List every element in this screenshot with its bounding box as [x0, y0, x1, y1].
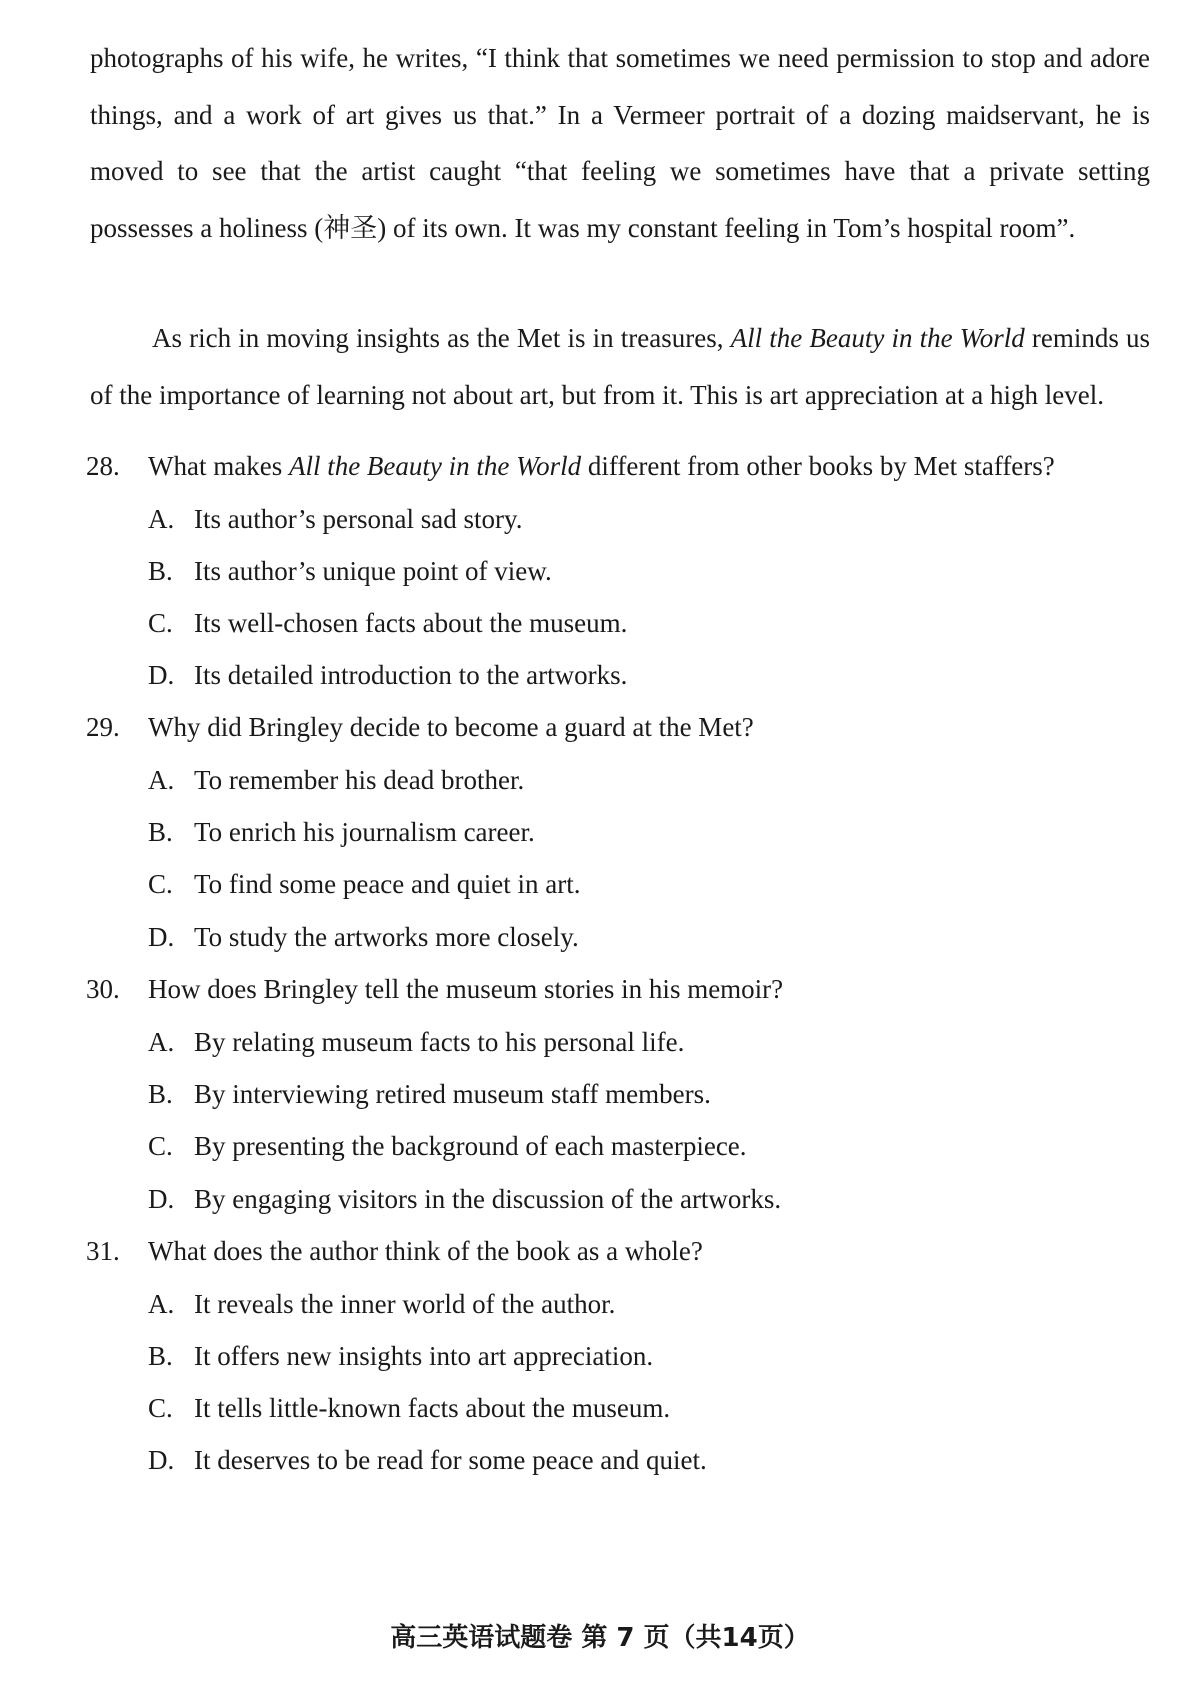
option-30-d	[148, 1179, 1148, 1219]
question-stem: How does Bringley tell the museum stories in his memoir?	[148, 974, 784, 1004]
passage-paragraph-2-text-b: reminds us of the importance of learning not about art, but from it. This is art appreciation at a high level.	[90, 323, 1151, 410]
option-text: By relating museum facts to his personal life.	[194, 1027, 685, 1057]
option-text: It reveals the inner world of the author.	[194, 1289, 616, 1319]
option-text: By engaging visitors in the discussion of the artworks.	[194, 1184, 782, 1214]
option-text: Its well-chosen facts about the museum.	[194, 608, 628, 638]
option-31-d	[148, 1440, 1148, 1480]
option-letter: A.	[148, 504, 175, 534]
option-text: It tells little-known facts about the museum.	[194, 1393, 671, 1423]
question-stem-title: All the Beauty in the World	[288, 451, 582, 481]
option-30-c	[148, 1126, 1148, 1166]
option-letter: A.	[148, 1027, 175, 1057]
option-30-b	[148, 1074, 1148, 1114]
option-28-a	[148, 499, 1148, 539]
option-letter: D.	[148, 922, 175, 952]
passage-paragraph-1-text: photographs of his wife, he writes, “I think that sometimes we need permission to stop and adore things, and a work of art gives us that.” In a Vermeer portrait of a dozing maidservant, he is moved to see that the artist caught “that feeling we sometimes have that a private setting possesses a holiness (神圣) of its own. It was my constant feeling in Tom’s hospital room”.	[90, 43, 1150, 243]
option-text: Its author’s personal sad story.	[194, 504, 523, 534]
option-text: By presenting the background of each masterpiece.	[194, 1131, 747, 1161]
option-text: To study the artworks more closely.	[194, 922, 579, 952]
option-letter: B.	[148, 817, 173, 847]
option-letter: C.	[148, 1393, 173, 1423]
option-letter: A.	[148, 765, 175, 795]
option-30-a	[148, 1022, 1148, 1062]
option-29-a	[148, 760, 1148, 800]
question-31	[86, 1231, 1166, 1271]
question-30	[86, 969, 1166, 1009]
option-letter: C.	[148, 1131, 173, 1161]
passage-paragraph-2-text-a: As rich in moving insights as the Met is in treasures,	[152, 323, 731, 353]
option-letter: A.	[148, 1289, 175, 1319]
option-letter: D.	[148, 660, 175, 690]
option-text: To enrich his journalism career.	[194, 817, 535, 847]
option-text: To remember his dead brother.	[194, 765, 525, 795]
option-28-d	[148, 655, 1148, 695]
question-stem: Why did Bringley decide to become a guard at the Met?	[148, 712, 754, 742]
question-number: 29.	[86, 712, 120, 742]
option-text: By interviewing retired museum staff members.	[194, 1079, 711, 1109]
option-letter: C.	[148, 869, 173, 899]
page-footer: 高三英语试题卷 第 7 页（共14页）	[390, 1623, 810, 1653]
option-29-d	[148, 917, 1148, 957]
option-28-c	[148, 603, 1148, 643]
passage-paragraph-2	[90, 310, 1150, 423]
option-31-a	[148, 1284, 1148, 1324]
question-number: 28.	[86, 451, 120, 481]
option-28-b	[148, 551, 1148, 591]
question-number: 31.	[86, 1236, 120, 1266]
question-number: 30.	[86, 974, 120, 1004]
option-31-b	[148, 1336, 1148, 1376]
option-text: Its author’s unique point of view.	[194, 556, 552, 586]
option-29-c	[148, 864, 1148, 904]
option-text: To find some peace and quiet in art.	[194, 869, 581, 899]
question-stem-b: different from other books by Met staffers?	[581, 451, 1055, 481]
question-29	[86, 707, 1166, 747]
option-letter: D.	[148, 1445, 175, 1475]
option-letter: B.	[148, 1079, 173, 1109]
option-letter: D.	[148, 1184, 175, 1214]
option-letter: B.	[148, 556, 173, 586]
option-letter: B.	[148, 1341, 173, 1371]
question-stem-a: What makes	[148, 451, 289, 481]
option-text: It deserves to be read for some peace and quiet.	[194, 1445, 707, 1475]
passage-paragraph-1	[90, 30, 1150, 256]
option-text: Its detailed introduction to the artworks.	[194, 660, 628, 690]
option-29-b	[148, 812, 1148, 852]
question-28	[86, 446, 1166, 486]
book-title: All the Beauty in the World	[730, 323, 1025, 353]
option-letter: C.	[148, 608, 173, 638]
question-stem: What does the author think of the book as a whole?	[148, 1236, 703, 1266]
option-31-c	[148, 1388, 1148, 1428]
option-text: It offers new insights into art appreciation.	[194, 1341, 654, 1371]
